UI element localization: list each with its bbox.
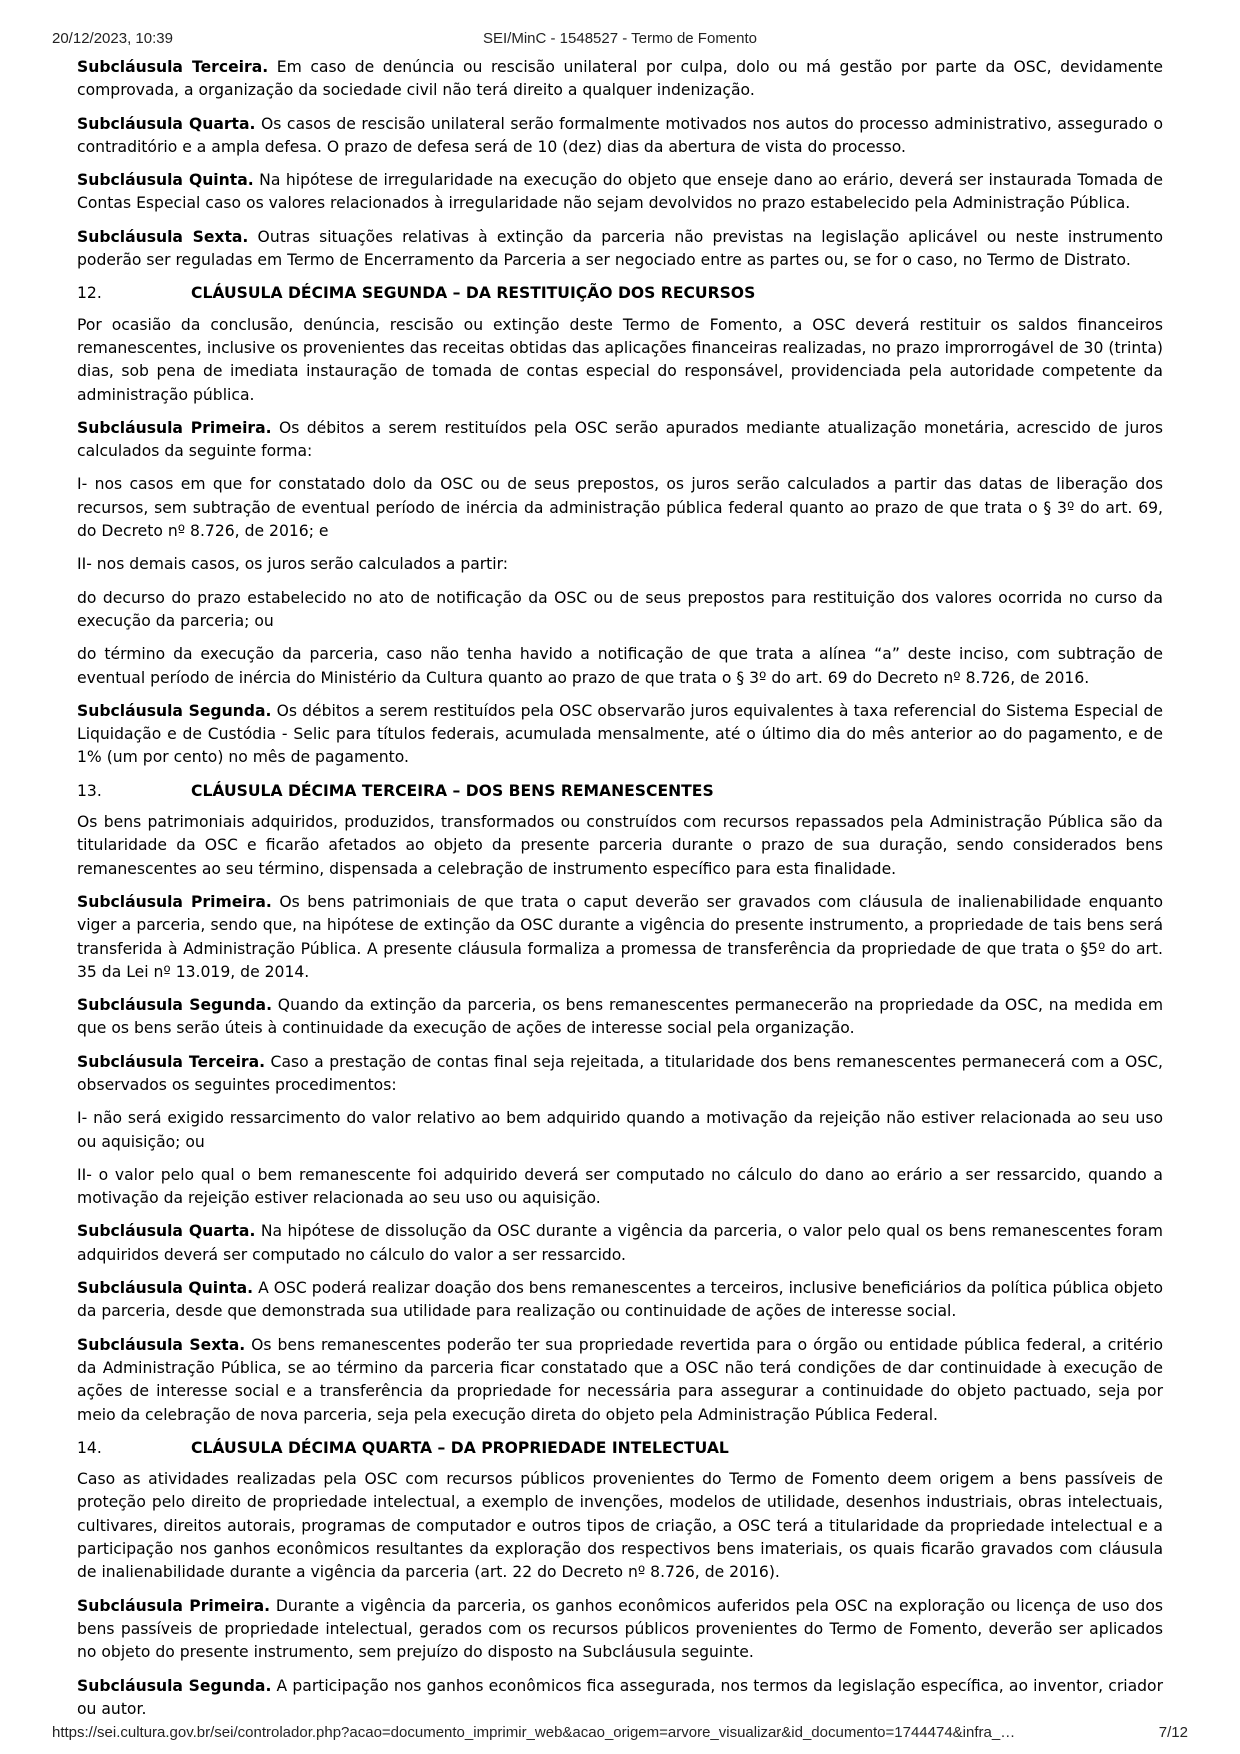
print-footer — [52, 1724, 1188, 1744]
paragraph — [77, 226, 1163, 273]
paragraph-text: Os bens patrimoniais de que trata o caput deverão ser gravados com cláusula de inalienabilidade enquanto viger a parceria, sendo que, na hipótese de extinção da OSC durante a vigência do presente instrumento, a propriedade de tais bens será transferida à Administração Pública. A presente cláusula formaliza a promessa de transferência da propriedade de que trata o §5º do art. 35 da Lei nº 13.019, de 2014. — [77, 892, 1163, 981]
paragraph-text: Na hipótese de dissolução da OSC durante a vigência da parceria, o valor pelo qual os bens remanescentes foram adquiridos deverá ser computado no cálculo do valor a ser ressarcido. — [77, 1222, 1163, 1264]
clause-title: CLÁUSULA DÉCIMA SEGUNDA – DA RESTITUIÇÃO DOS RECURSOS — [191, 284, 756, 303]
subclause-label: Subcláusula Segunda. — [77, 1676, 272, 1695]
paragraph: I- não será exigido ressarcimento do valor relativo ao bem adquirido quando a motivação da rejeição não estiver relacionada ao seu uso ou aquisição; ou — [77, 1109, 1163, 1151]
paragraph: I- nos casos em que for constatado dolo da OSC ou de seus prepostos, os juros serão calculados a partir das datas de liberação dos recursos, sem subtração de eventual período de inércia da administração pública federal quanto ao prazo de que trata o § 3º do art. 69, do Decreto nº 8.726, de 2016; e — [77, 475, 1163, 541]
clause-heading-13 — [77, 780, 1163, 803]
document-body — [77, 56, 1163, 1731]
paragraph — [77, 1595, 1163, 1665]
paragraph — [77, 1675, 1163, 1722]
subclause-label: Subcláusula Terceira. — [77, 1052, 266, 1071]
subclause-label: Subcláusula Sexta. — [77, 227, 249, 246]
paragraph-text: Os bens remanescentes poderão ter sua propriedade revertida para o órgão ou entidade pública federal, a critério da Administração Pública, se ao término da parceria ficar constatado que a OSC não terá condições de dar continuidade à execução de ações de interesse social e a transferência da propriedade for necessária para assegurar a continuidade do objeto pactuado, seja por meio da celebração de nova parceria, seja pela execução direta do objeto pela Administração Pública Federal. — [77, 1335, 1164, 1424]
paragraph: II- o valor pelo qual o bem remanescente foi adquirido deverá ser computado no cálculo do dano ao erário a ser ressarcido, quando a motivação da rejeição estiver relacionada ao seu uso ou aquisição. — [77, 1165, 1163, 1208]
clause-number: 12. — [77, 284, 102, 303]
paragraph-text: Caso a prestação de contas final seja rejeitada, a titularidade dos bens remanescentes permanecerá com a OSC, observados os seguintes procedimentos: — [77, 1052, 1163, 1094]
paragraph-text: Na hipótese de irregularidade na execução do objeto que enseje dano ao erário, deverá ser instaurada Tomada de Contas Especial caso os valores relacionados à irregularidade não sejam devolvidos no prazo estabelecido pela Administração Pública. — [77, 171, 1164, 213]
paragraph-text: A participação nos ganhos econômicos fica assegurada, nos termos da legislação específica, ao inventor, criador ou autor. — [77, 1676, 1163, 1718]
paragraph-text: Quando da extinção da parceria, os bens remanescentes permanecerão na propriedade da OSC, na medida em que os bens serão úteis à continuidade da execução de ações de interesse social pela organização. — [77, 996, 1164, 1038]
clause-heading-12 — [77, 282, 1163, 305]
paragraph — [77, 417, 1163, 464]
paragraph — [77, 700, 1163, 770]
paragraph: Caso as atividades realizadas pela OSC com recursos públicos provenientes do Termo de Fomento deem origem a bens passíveis de proteção pelo direito de propriedade intelectual, a exemplo de invenções, modelos de utilidade, desenhos industriais, obras intelectuais, cultivares, direitos autorais, programas de computador e outros tipos de criação, a OSC terá a titularidade da propriedade intelectual e a participação nos ganhos econômicos resultantes da exploração dos respectivos bens imateriais, os quais ficarão gravados com cláusula de inalienabilidade durante a vigência da parceria (art. 22 do Decreto nº 8.726, de 2016). — [77, 1470, 1163, 1582]
paragraph-text: Outras situações relativas à extinção da parceria não previstas na legislação aplicável ou neste instrumento poderão ser reguladas em Termo de Encerramento da Parceria a ser negociado entre as partes ou, se for o caso, no Termo de Distrato. — [77, 227, 1164, 270]
print-datetime: 20/12/2023, 10:39 — [52, 30, 173, 47]
paragraph-text: Os débitos a serem restituídos pela OSC serão apurados mediante atualização monetária, acrescido de juros calculados da seguinte forma: — [77, 418, 1163, 461]
paragraph-text: A OSC poderá realizar doação dos bens remanescentes a terceiros, inclusive beneficiários da política pública objeto da parceria, desde que demonstrada sua utilidade para realização ou continuidade de ações de interesse social. — [77, 1279, 1163, 1321]
paragraph: do término da execução da parceria, caso não tenha havido a notificação de que trata a alínea “a” deste inciso, com subtração de eventual período de inércia do Ministério da Cultura quanto ao prazo de que trata o § 3º do art. 69 do Decreto nº 8.726, de 2016. — [77, 645, 1163, 687]
paragraph — [77, 1334, 1163, 1427]
paragraph-text: Os débitos a serem restituídos pela OSC observarão juros equivalentes à taxa referencial do Sistema Especial de Liquidação e de Custódia - Selic para títulos federais, acumulada mensalmente, até o último dia do mês anterior ao do pagamento, e de 1% (um por cento) no mês de pagamento. — [77, 701, 1163, 767]
subclause-label: Subcláusula Quinta. — [77, 1279, 254, 1298]
paragraph: Por ocasião da conclusão, denúncia, rescisão ou extinção deste Termo de Fomento, a OSC deverá restituir os saldos financeiros remanescentes, inclusive os provenientes das receitas obtidas das aplicações financeiras realizadas, no prazo improrrogável de 30 (trinta) dias, sob pena de imediata instauração de tomada de contas especial do responsável, providenciada pela autoridade competente da administração pública. — [77, 315, 1163, 404]
paragraph-text: Durante a vigência da parceria, os ganhos econômicos auferidos pela OSC na exploração ou licença de uso dos bens passíveis de propriedade intelectual, gerados com os recursos públicos provenientes do Termo de Fomento, deverão ser aplicados no objeto do presente instrumento, sem prejuízo do disposto na Subcláusula seguinte. — [77, 1596, 1163, 1662]
clause-number: 14. — [77, 1438, 102, 1457]
subclause-label: Subcláusula Primeira. — [77, 1596, 271, 1615]
print-header — [52, 30, 1188, 50]
paragraph — [77, 1220, 1163, 1267]
paragraph — [77, 1277, 1163, 1324]
paragraph — [77, 994, 1163, 1041]
subclause-label: Subcláusula Quinta. — [77, 171, 254, 190]
subclause-label: Subcláusula Quarta. — [77, 1222, 256, 1241]
page-number: 7/12 — [1158, 1724, 1188, 1741]
clause-number: 13. — [77, 781, 102, 800]
page-url: https://sei.cultura.gov.br/sei/controlador.php?acao=documento_imprimir_web&acao_origem=arvore_visualizar&id_documento=1744474&infra_… — [52, 1724, 1016, 1741]
subclause-label: Subcláusula Segunda. — [77, 701, 272, 720]
document-title: SEI/MinC - 1548527 - Termo de Fomento — [482, 30, 758, 47]
paragraph: II- nos demais casos, os juros serão calculados a partir: — [77, 555, 509, 574]
paragraph — [77, 56, 1163, 103]
paragraph: do decurso do prazo estabelecido no ato de notificação da OSC ou de seus prepostos para restituição dos valores ocorrida no curso da execução da parceria; ou — [77, 588, 1163, 630]
paragraph — [77, 891, 1163, 984]
paragraph: Os bens patrimoniais adquiridos, produzidos, transformados ou construídos com recursos repassados pela Administração Pública são da titularidade da OSC e ficarão afetados ao objeto da presente parceria durante o prazo de sua duração, sendo considerados bens remanescentes ao seu término, dispensada a celebração de instrumento específico para esta finalidade. — [77, 813, 1163, 878]
paragraph-text: Em caso de denúncia ou rescisão unilateral por culpa, dolo ou má gestão por parte da OSC, devidamente comprovada, a organização da sociedade civil não terá direito a qualquer indenização. — [77, 58, 1163, 100]
subclause-label: Subcláusula Segunda. — [77, 996, 273, 1015]
subclause-label: Subcláusula Quarta. — [77, 114, 256, 133]
paragraph-text: Os casos de rescisão unilateral serão formalmente motivados nos autos do processo administrativo, assegurado o contraditório e a ampla defesa. O prazo de defesa será de 10 (dez) dias da abertura de vista do processo. — [77, 114, 1164, 156]
paragraph — [77, 1051, 1163, 1098]
subclause-label: Subcláusula Primeira. — [77, 892, 272, 911]
clause-title: CLÁUSULA DÉCIMA TERCEIRA – DOS BENS REMANESCENTES — [191, 781, 714, 800]
clause-heading-14 — [77, 1437, 1163, 1460]
paragraph — [77, 169, 1163, 216]
subclause-label: Subcláusula Terceira. — [77, 58, 269, 76]
subclause-label: Subcláusula Primeira. — [77, 418, 272, 437]
clause-title: CLÁUSULA DÉCIMA QUARTA – DA PROPRIEDADE INTELECTUAL — [191, 1438, 729, 1457]
subclause-label: Subcláusula Sexta. — [77, 1335, 246, 1354]
paragraph — [77, 113, 1163, 160]
